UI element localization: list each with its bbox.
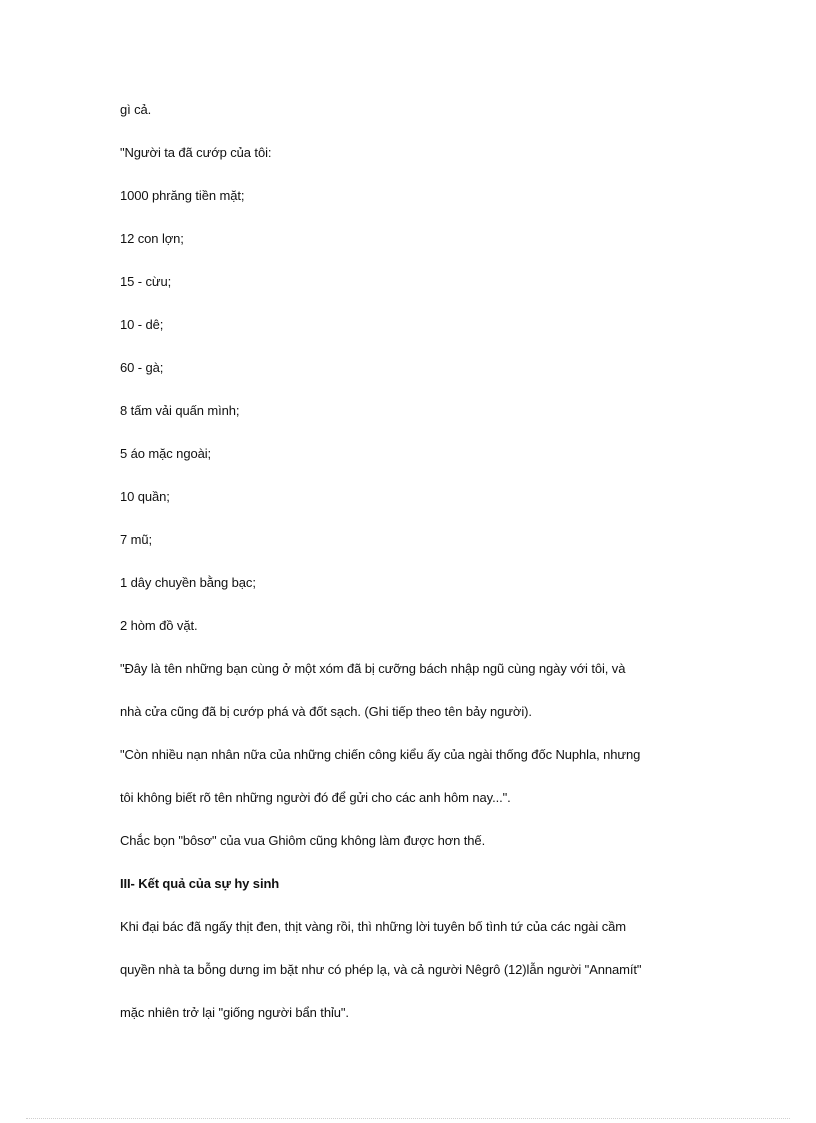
list-item: 10 - dê;: [120, 317, 164, 332]
list-item: 60 - gà;: [120, 360, 164, 375]
list-item: 7 mũ;: [120, 532, 153, 547]
text-line: mặc nhiên trở lại "giống người bẩn thỉu".: [120, 1005, 349, 1020]
list-item: 1000 phrăng tiền mặt;: [120, 188, 245, 203]
text-line: Chắc bọn "bôsơ" của vua Ghiôm cũng không làm được hơn thế.: [120, 833, 486, 848]
text-line: tôi không biết rõ tên những người đó để gửi cho các anh hôm nay...".: [120, 790, 511, 805]
text-line: nhà cửa cũng đã bị cướp phá và đốt sạch. (Ghi tiếp theo tên bảy người).: [120, 704, 532, 719]
section-heading: III- Kết quả của sự hy sinh: [120, 876, 280, 891]
list-item: 15 - cừu;: [120, 274, 172, 289]
list-item: 5 áo mặc ngoài;: [120, 446, 212, 461]
text-line: gì cả.: [120, 102, 152, 117]
list-item: 12 con lợn;: [120, 231, 184, 246]
text-line: "Đây là tên những bạn cùng ở một xóm đã bị cưỡng bách nhập ngũ cùng ngày với tôi, và: [120, 661, 626, 676]
text-line: Khi đại bác đã ngấy thịt đen, thịt vàng rồi, thì những lời tuyên bố tình tứ của các ngài cầm: [120, 919, 626, 934]
text-line: "Còn nhiều nạn nhân nữa của những chiến công kiểu ấy của ngài thống đốc Nuphla, nhưng: [120, 747, 641, 762]
list-item: 1 dây chuyền bằng bạc;: [120, 575, 256, 590]
text-line: quyền nhà ta bỗng dưng im bặt như có phép lạ, và cả người Nêgrô (12)lẫn người "Annamít": [120, 962, 642, 977]
text-line: "Người ta đã cướp của tôi:: [120, 145, 272, 160]
list-item: 10 quần;: [120, 489, 170, 504]
document-page: [120, 101, 700, 1047]
page-bottom-divider: [26, 1118, 790, 1119]
list-item: 8 tấm vải quấn mình;: [120, 403, 240, 418]
list-item: 2 hòm đồ vặt.: [120, 618, 198, 633]
